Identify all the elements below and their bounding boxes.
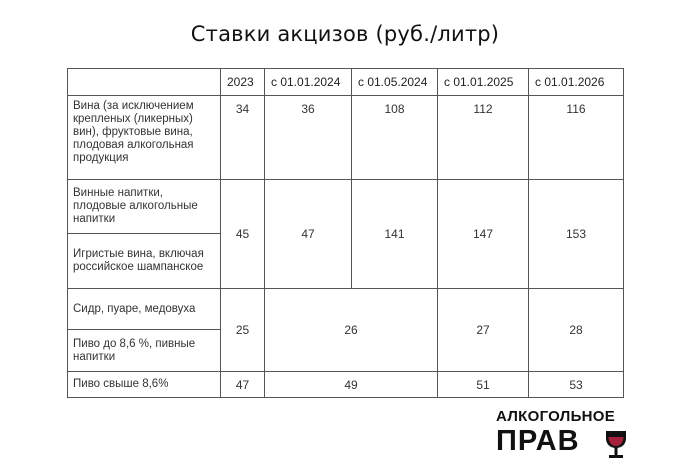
page-title: Ставки акцизов (руб./литр): [190, 22, 500, 46]
excise-rates-table: [67, 68, 624, 398]
cell-beer-high-2023: 47: [221, 372, 265, 398]
row-label-wines: Вина (за исключением крепленых (ликерных) вин), фруктовые вина, плодовая алкогольная продукция: [68, 96, 221, 180]
table-row-wines: [68, 96, 624, 180]
header-2023: 2023: [221, 69, 265, 96]
header-empty-cell: [68, 69, 221, 96]
cell-wines-2024-may: 108: [352, 96, 438, 180]
wine-glass-icon: [604, 429, 628, 459]
header-2025-jan: с 01.01.2025: [438, 69, 529, 96]
cell-wine-drinks-2024-may: 141: [352, 180, 438, 289]
logo-line2: ПРАВ: [496, 425, 580, 457]
cell-wine-drinks-2024-jan: 47: [265, 180, 352, 289]
cell-beer-high-2024: 49: [265, 372, 438, 398]
cell-cider-2026-jan: 28: [529, 289, 624, 372]
cell-wines-2026-jan: 116: [529, 96, 624, 180]
cell-cider-2023: 25: [221, 289, 265, 372]
cell-beer-high-2025-jan: 51: [438, 372, 529, 398]
cell-cider-2025-jan: 27: [438, 289, 529, 372]
row-label-sparkling: Игристые вина, включая российское шампанское: [68, 234, 221, 289]
cell-wine-drinks-2025-jan: 147: [438, 180, 529, 289]
header-2024-jan: с 01.01.2024: [265, 69, 352, 96]
row-label-wine-drinks: Винные напитки, плодовые алкогольные напитки: [68, 180, 221, 234]
cell-wines-2025-jan: 112: [438, 96, 529, 180]
table-row-cider: [68, 289, 624, 330]
logo: [496, 408, 636, 460]
table-row-beer-high: [68, 372, 624, 398]
cell-wine-drinks-2023: 45: [221, 180, 265, 289]
row-label-beer-high: Пиво свыше 8,6%: [68, 372, 221, 398]
cell-wines-2023: 34: [221, 96, 265, 180]
logo-line1: АЛКОГОЛЬНОЕ: [496, 408, 616, 425]
header-2024-may: с 01.05.2024: [352, 69, 438, 96]
cell-cider-2024: 26: [265, 289, 438, 372]
cell-wine-drinks-2026-jan: 153: [529, 180, 624, 289]
row-label-cider: Сидр, пуаре, медовуха: [68, 289, 221, 330]
header-row: [68, 69, 624, 96]
cell-beer-high-2026-jan: 53: [529, 372, 624, 398]
row-label-beer-low: Пиво до 8,6 %, пивные напитки: [68, 330, 221, 372]
header-2026-jan: с 01.01.2026: [529, 69, 624, 96]
cell-wines-2024-jan: 36: [265, 96, 352, 180]
table-row-wine-drinks: [68, 180, 624, 234]
